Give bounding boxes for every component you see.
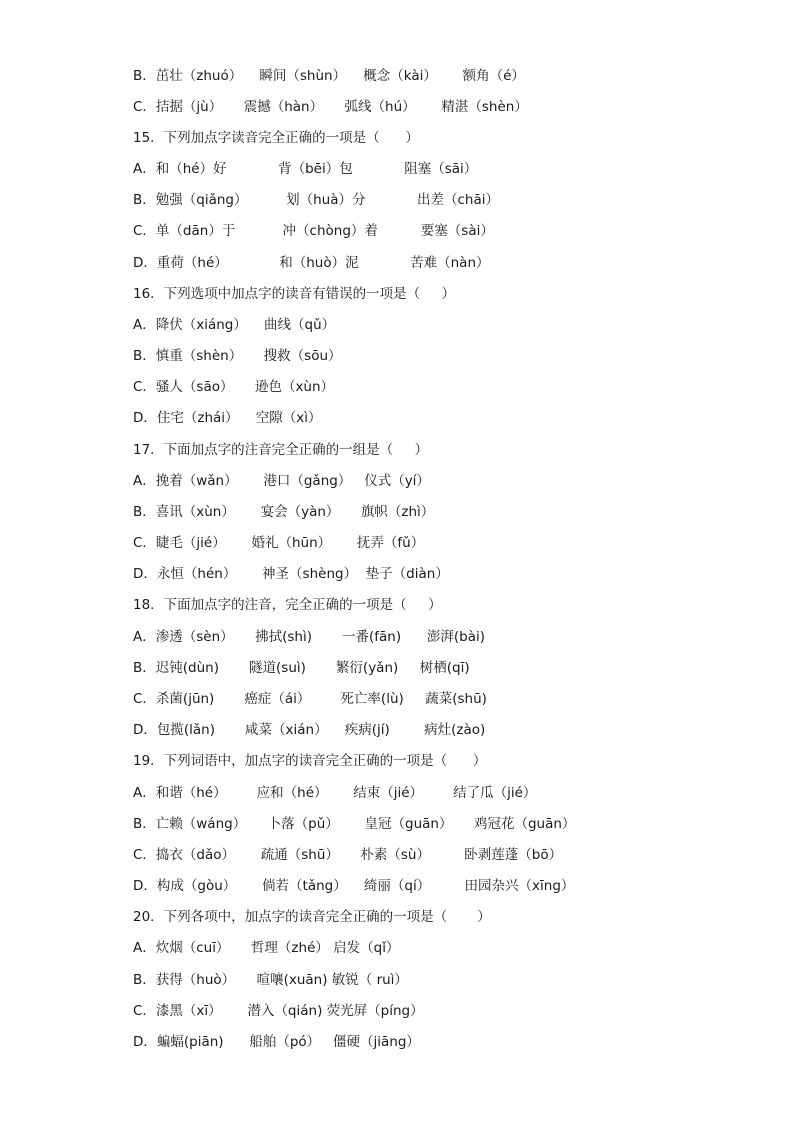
q17-option-c: C．睫毛（jié） 婚礼（hūn） 抚弄（fǔ） (133, 535, 425, 551)
q18-option-b: B．迟钝(dùn) 隧道(suì) 繁衍(yǎn) 树栖(qī) (133, 660, 470, 676)
q19-option-a: A．和谐（hé） 应和（hé） 结束（jié） 结了瓜（jié） (133, 785, 537, 801)
q19-option-c: C．捣衣（dǎo） 疏通（shū） 朴素（sù） 卧剥莲蓬（bō） (133, 847, 563, 863)
q15-option-a: A．和（hé）好 背（bēi）包 阻塞（sāi） (133, 161, 478, 177)
line-option-c-jiju: C．拮据（jù） 震撼（hàn） 弧线（hú） 精湛（shèn） (133, 99, 528, 115)
q17-option-b: B．喜讯（xùn） 宴会（yàn） 旗帜（zhì） (133, 504, 435, 520)
q20-option-c: C．漆黑（xī） 潜入（qián) 荧光屏（píng） (133, 1003, 424, 1019)
q16-option-d: D．住宅（zhái） 空隙（xì） (133, 410, 322, 426)
q18-option-d: D．包揽(lǎn) 咸菜（xián） 疾病(jí) 病灶(zào) (133, 722, 486, 738)
q18-option-a: A．渗透（sèn） 拂拭(shì) 一番(fān) 澎湃(bài) (133, 629, 485, 645)
q16-option-a: A．降伏（xiáng） 曲线（qǔ） (133, 317, 336, 333)
q18-option-c: C．杀菌(jūn) 癌症（ái） 死亡率(lù) 蔬菜(shū) (133, 691, 487, 707)
q15-option-d: D．重荷（hé） 和（huò）泥 苦难（nàn） (133, 255, 490, 271)
question-16: 16．下列选项中加点字的读音有错误的一项是（ ） (133, 286, 456, 302)
line-option-b-zhuang: B．茁壮（zhuó） 瞬间（shùn） 概念（kài） 额角（é） (133, 68, 525, 84)
q20-option-b: B．获得（huò） 喧嚷(xuān) 敏锐（ ruì） (133, 972, 408, 988)
question-20: 20．下列各项中，加点字的读音完全正确的一项是（ ） (133, 909, 491, 925)
question-15: 15．下列加点字读音完全正确的一项是（ ） (133, 130, 419, 146)
q20-option-d: D．蝙蝠(piān) 船舶（pó） 僵硬（jiāng） (133, 1034, 420, 1050)
q17-option-d: D．永恒（hén） 神圣（shèng） 垫子（diàn） (133, 566, 449, 582)
q15-option-c: C．单（dān）于 冲（chòng）着 要塞（sài） (133, 223, 494, 239)
q19-option-d: D．构成（gòu） 倘若（tǎng） 绮丽（qí） 田园杂兴（xīng） (133, 878, 575, 894)
q16-option-b: B．慎重（shèn） 搜救（sōu） (133, 348, 342, 364)
question-17: 17．下面加点字的注音完全正确的一组是（ ） (133, 442, 429, 458)
q20-option-a: A．炊烟（cuī） 哲理（zhé） 启发（qǐ） (133, 940, 400, 956)
question-18: 18．下面加点字的注音，完全正确的一项是（ ） (133, 597, 442, 613)
q19-option-b: B．亡赖（wáng） 卜落（pǔ） 皇冠（guān） 鸡冠花（guān） (133, 816, 576, 832)
question-19: 19．下列词语中，加点字的读音完全正确的一项是（ ） (133, 753, 487, 769)
q15-option-b: B．勉强（qiǎng） 划（huà）分 出差（chāi） (133, 192, 499, 208)
q17-option-a: A．挽着（wǎn） 港口（gǎng） 仪式（yí） (133, 473, 430, 489)
q16-option-c: C．骚人（sāo） 逊色（xùn） (133, 379, 335, 395)
